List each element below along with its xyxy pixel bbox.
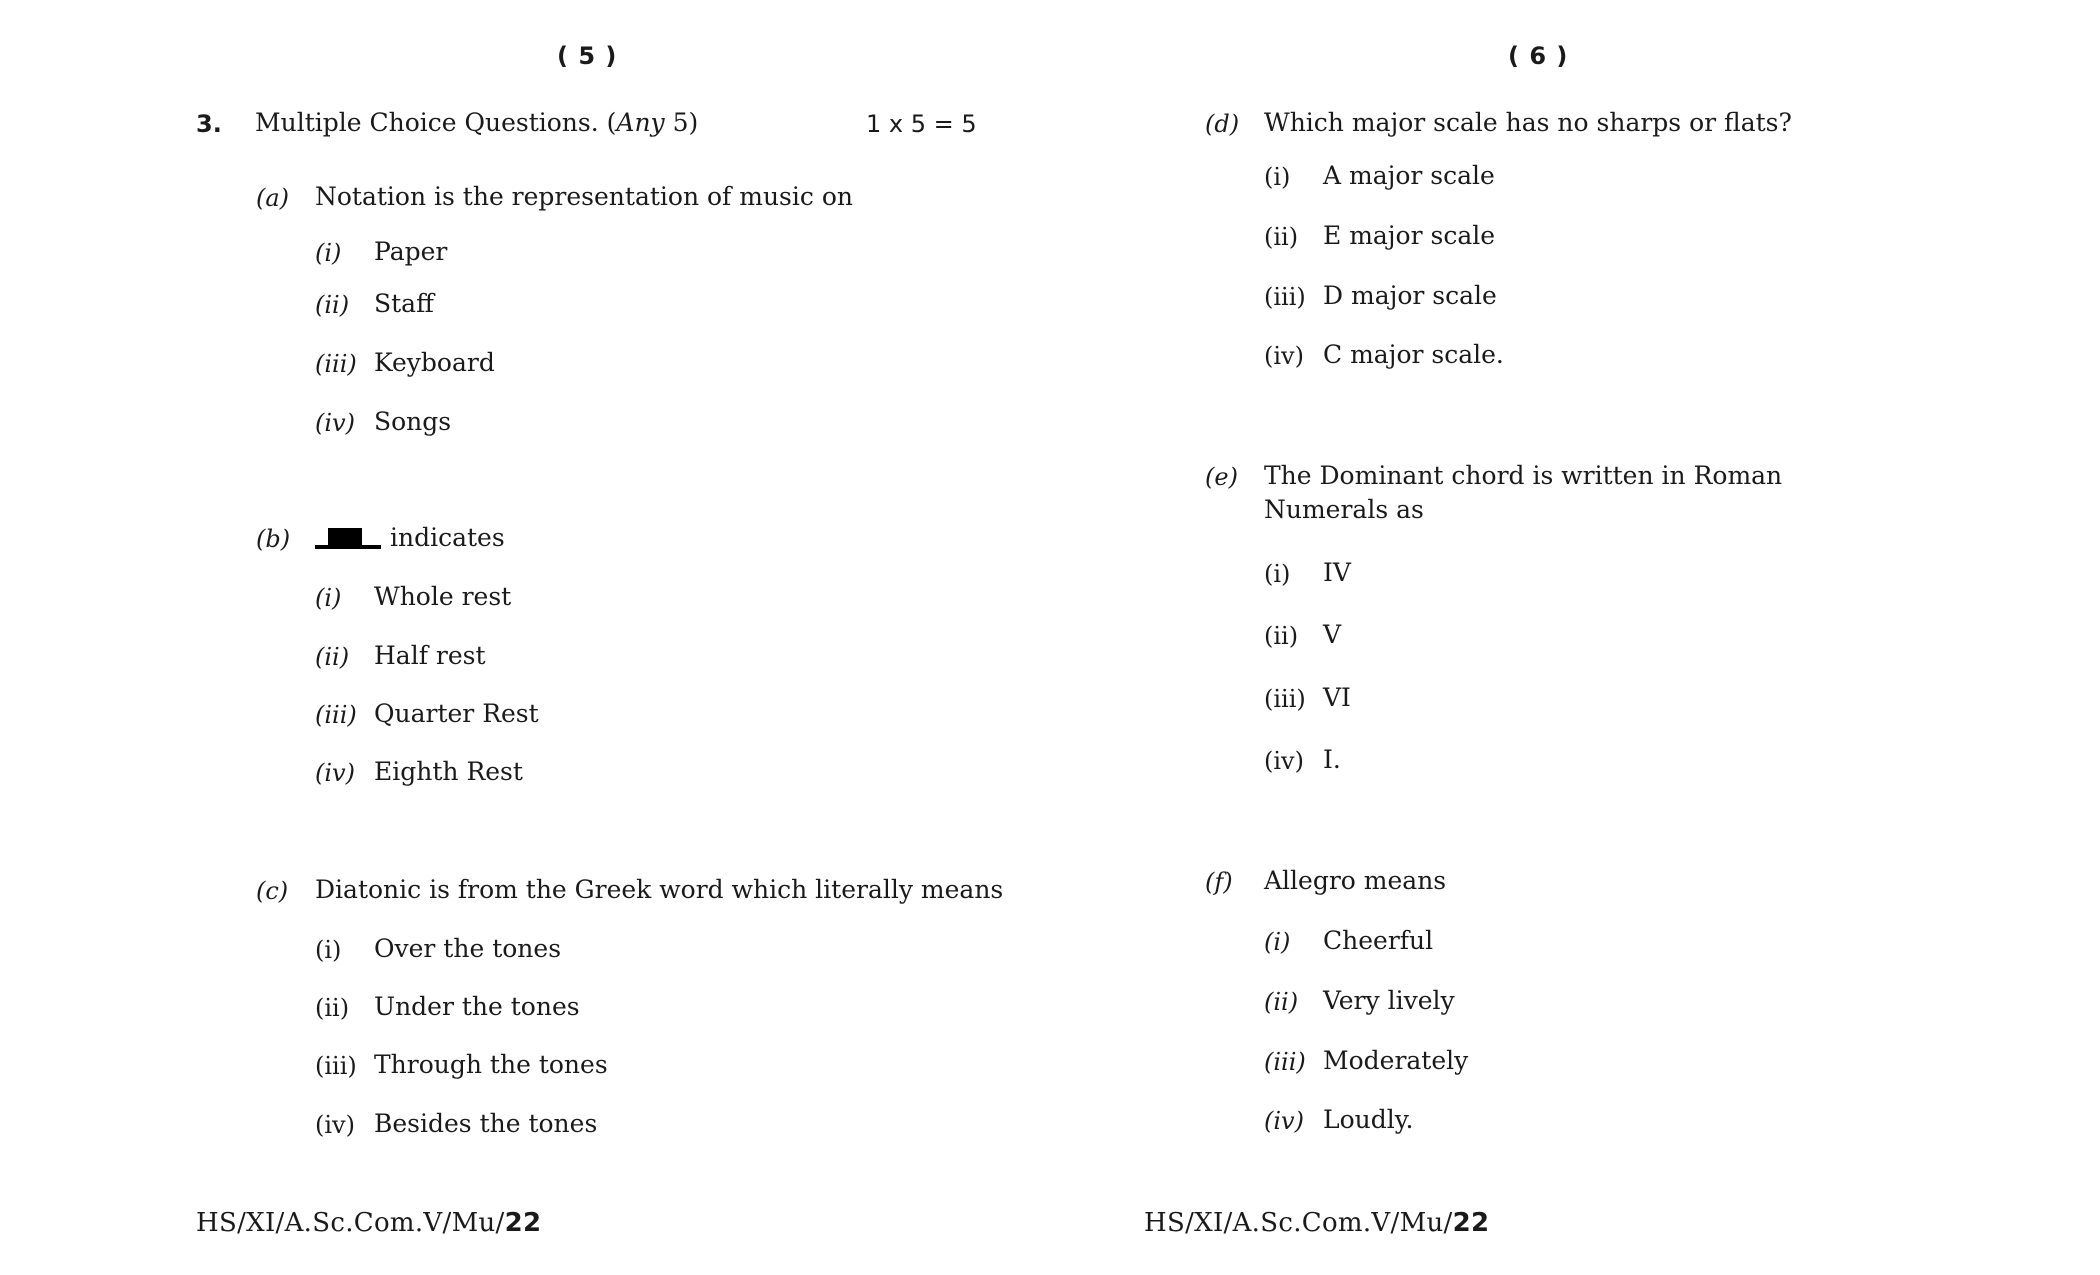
option-f-i-label: (i) [1264,928,1291,956]
option-c-iii-label: (iii) [315,1052,357,1080]
option-d-i-label: (i) [1264,163,1291,191]
subquestion-f-text: Allegro means [1264,866,1447,895]
option-a-iv-label: (iv) [315,409,355,437]
option-d-iv-text: C major scale. [1323,340,1504,369]
subquestion-b-label: (b) [256,525,291,553]
subquestion-a-text: Notation is the representation of music on [315,182,853,211]
subquestion-b-text: indicates [390,523,505,552]
option-c-ii-label: (ii) [315,994,350,1022]
option-b-i-label: (i) [315,584,342,612]
option-a-i-label: (i) [315,239,342,267]
option-a-ii-label: (ii) [315,291,350,319]
footer-right-code: HS/XI/A.Sc.Com.V/Mu/ [1144,1208,1453,1238]
option-f-ii-label: (ii) [1264,988,1299,1016]
option-b-iv-text: Eighth Rest [374,757,523,786]
option-c-i-text: Over the tones [374,934,562,963]
option-a-ii-text: Staff [374,289,434,318]
option-e-i-label: (i) [1264,560,1291,588]
option-d-iii-label: (iii) [1264,283,1306,311]
option-a-iii-text: Keyboard [374,348,495,377]
option-e-ii-text: V [1323,620,1342,649]
option-b-iii-label: (iii) [315,701,357,729]
subquestion-f-label: (f) [1205,868,1233,896]
option-f-i-text: Cheerful [1323,926,1434,955]
question-title [255,108,698,137]
subquestion-a-label: (a) [256,184,290,212]
option-c-iv-label: (iv) [315,1111,355,1139]
option-f-iv-text: Loudly. [1323,1105,1414,1134]
option-a-iv-text: Songs [374,407,452,436]
option-f-iii-label: (iii) [1264,1048,1306,1076]
option-b-ii-label: (ii) [315,643,350,671]
option-f-iv-label: (iv) [1264,1107,1304,1135]
option-e-iv-label: (iv) [1264,747,1304,775]
option-c-i-label: (i) [315,936,342,964]
option-d-ii-label: (ii) [1264,223,1299,251]
footer-left-code: HS/XI/A.Sc.Com.V/Mu/ [196,1208,505,1238]
option-f-iii-text: Moderately [1323,1046,1469,1075]
option-d-i-text: A major scale [1323,161,1495,190]
option-e-ii-label: (ii) [1264,622,1299,650]
question-title-end: 5) [664,108,699,137]
page-number-right: ( 6 ) [1508,42,1569,70]
subquestion-c-label: (c) [256,877,289,905]
option-e-iii-text: VI [1323,683,1351,712]
option-c-iii-text: Through the tones [374,1050,608,1079]
subquestion-d-text: Which major scale has no sharps or flats? [1264,108,1792,137]
option-b-iii-text: Quarter Rest [374,699,539,728]
option-b-ii-text: Half rest [374,641,486,670]
option-b-iv-label: (iv) [315,759,355,787]
subquestion-e-label: (e) [1205,463,1238,491]
option-d-ii-text: E major scale [1323,221,1496,250]
option-e-iii-label: (iii) [1264,685,1306,713]
page-number-left: ( 5 ) [557,42,618,70]
subquestion-e-text: The Dominant chord is written in Roman Numerals as [1264,461,1783,524]
option-d-iv-label: (iv) [1264,342,1304,370]
subquestion-c-text: Diatonic is from the Greek word which literally means [315,875,1004,904]
footer-right-year: 22 [1452,1208,1490,1238]
option-c-iv-text: Besides the tones [374,1109,598,1138]
footer-right [1144,1208,1489,1238]
footer-left [196,1208,541,1238]
option-e-i-text: IV [1323,558,1351,587]
question-title-text: Multiple Choice Questions. ( [255,108,617,137]
option-c-ii-text: Under the tones [374,992,580,1021]
half-rest-icon [315,526,383,552]
option-d-iii-text: D major scale [1323,281,1497,310]
question-title-any: Any [616,108,665,137]
option-f-ii-text: Very lively [1323,986,1455,1015]
option-a-iii-label: (iii) [315,350,357,378]
option-a-i-text: Paper [374,237,448,266]
option-b-i-text: Whole rest [374,582,512,611]
option-e-iv-text: I. [1323,745,1341,774]
subquestion-d-label: (d) [1205,110,1240,138]
question-marks: 1 x 5 = 5 [866,110,977,138]
question-number: 3. [196,110,222,138]
footer-left-year: 22 [504,1208,542,1238]
